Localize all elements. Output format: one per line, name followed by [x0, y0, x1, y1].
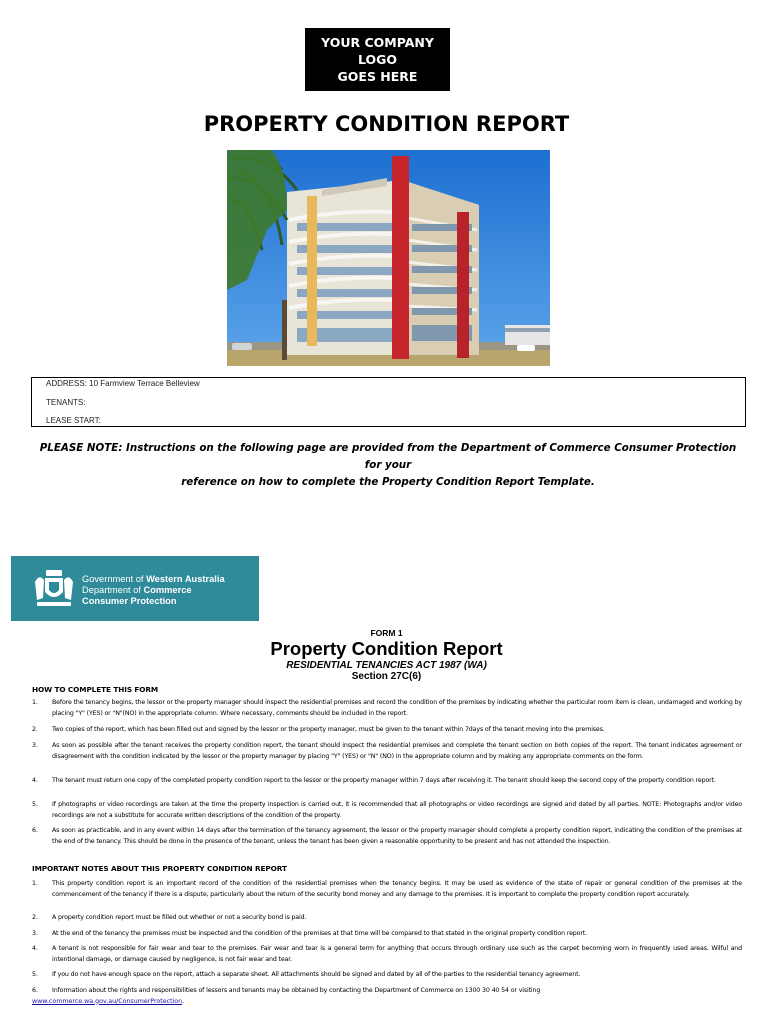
government-line-3: Consumer Protection	[82, 596, 177, 606]
consumer-protection-link[interactable]: www.commerce.wa.gov.au/ConsumerProtection	[32, 997, 183, 1005]
how-to-item-4: 4. The tenant must return one copy of the completed property condition report to the lessor or the property manager within 7 days after receiving it. The tenant should keep the second copy of the property condition report.	[32, 777, 716, 784]
how-to-item-2: 2. Two copies of the report, which has been filled out and signed by the lessor or the property manager, must be given to the tenant within 7days of the tenant moving into the premises.	[32, 726, 605, 733]
how-to-item-5: 5. If photographs or video recordings are taken at the time the property inspection is carried out, it is recommended that all photographs or video recordings are signed and dated by all parties. NOTE: Photographs and/or video recordings are not a substitute for accurate written descriptions of the condition of the property.	[32, 801, 742, 819]
logo-line-1: YOUR COMPANY LOGO	[321, 35, 434, 67]
important-item-3: 3. At the end of the tenancy the premises must be inspected and the condition of the premises at that time will be compared to that stated in the original property condition report.	[32, 930, 587, 937]
address-field: ADDRESS: 10 Farmview Terrace Belleview	[46, 379, 200, 388]
apartment-building-photo	[227, 150, 550, 366]
form-act: RESIDENTIAL TENANCIES ACT 1987 (WA)	[286, 660, 487, 671]
please-note	[38, 440, 738, 491]
how-to-heading: HOW TO COMPLETE THIS FORM	[32, 685, 159, 694]
important-item-5: 5. If you do not have enough space on the report, attach a separate sheet. All attachments should be signed and dated by all of the parties to the residential tenancy agreement.	[32, 971, 581, 978]
page-title: PROPERTY CONDITION REPORT	[203, 112, 570, 136]
important-heading: IMPORTANT NOTES ABOUT THIS PROPERTY CONDITION REPORT	[32, 864, 287, 873]
lease-start-field: LEASE START:	[46, 416, 101, 425]
how-to-item-1: 1. Before the tenancy begins, the lessor or the property manager should inspect the residential premises and record the condition of the premises by indicating whether the particular room item is clean, undamaged and working by placing "Y" (YES) or "N"(NO) in the appropriate column. Where necessary, comments should be included in the report.	[32, 699, 742, 717]
important-item-6: 6. Information about the rights and responsibilities of lessors and tenants may be obtained by contacting the Department of Commerce on 1300 30 40 54 or visiting www.commerce.wa.gov.au/ConsumerProtection.	[32, 987, 541, 1005]
government-banner	[11, 556, 259, 621]
logo-line-2: GOES HERE	[337, 69, 418, 84]
important-item-4: 4. A tenant is not responsible for fair wear and tear to the premises. Fair wear and tear is a general term for anything that occurs through ordinary use such as the carpet becoming worn in frequently used areas. Wilful and intentional damage, or damage caused by negligence, is not fair wear and tear.	[32, 945, 742, 963]
government-line-1: Government of Western Australia	[82, 574, 225, 584]
property-details-box	[31, 377, 746, 427]
form-section: Section 27C(6)	[351, 671, 422, 682]
form-title: Property Condition Report	[270, 638, 503, 659]
form-label: FORM 1	[370, 628, 403, 638]
important-item-1: 1. This property condition report is an important record of the condition of the residential premises when the tenancy begins. It may be used as evidence of the state of repair or general condition of the premises at the commencement of the tenancy if there is a dispute, particularly about the return of the security bond money and any damage to the premises. It is important to complete the property condition report accurately.	[32, 880, 742, 898]
please-note-line-2: reference on how to complete the Property Condition Report Template.	[181, 476, 595, 488]
company-logo-placeholder	[305, 28, 450, 91]
important-item-2: 2. A property condition report must be filled out whether or not a security bond is paid.	[32, 914, 307, 921]
coat-of-arms-icon	[31, 568, 77, 610]
government-line-2: Department of Commerce	[82, 585, 192, 595]
how-to-item-6: 6. As soon as practicable, and in any event within 14 days after the termination of the tenancy agreement, the lessor or the property manager should complete a property condition report, indicating the condition of the premises at the end of the tenancy. This should be done in the presence of the tenant, unless the tenant has been given a reasonable opportunity to be present and has not attended the inspection.	[32, 827, 742, 845]
please-note-line-1: PLEASE NOTE: Instructions on the following page are provided from the Department of Commerce Consumer Protection for your	[39, 442, 737, 471]
government-text	[82, 574, 225, 607]
tenants-field: TENANTS:	[46, 398, 86, 407]
how-to-item-3: 3. As soon as possible after the tenant receives the property condition report, the tenant should inspect the residential premises and complete the tenant section on both copies of the report. The tenant indicates agreement or disagreement with the condition indicated by the lessor or the property manager by placing "Y" (YES) or "N" (NO) in the appropriate column and by making any appropriate comments on the form.	[32, 742, 742, 760]
